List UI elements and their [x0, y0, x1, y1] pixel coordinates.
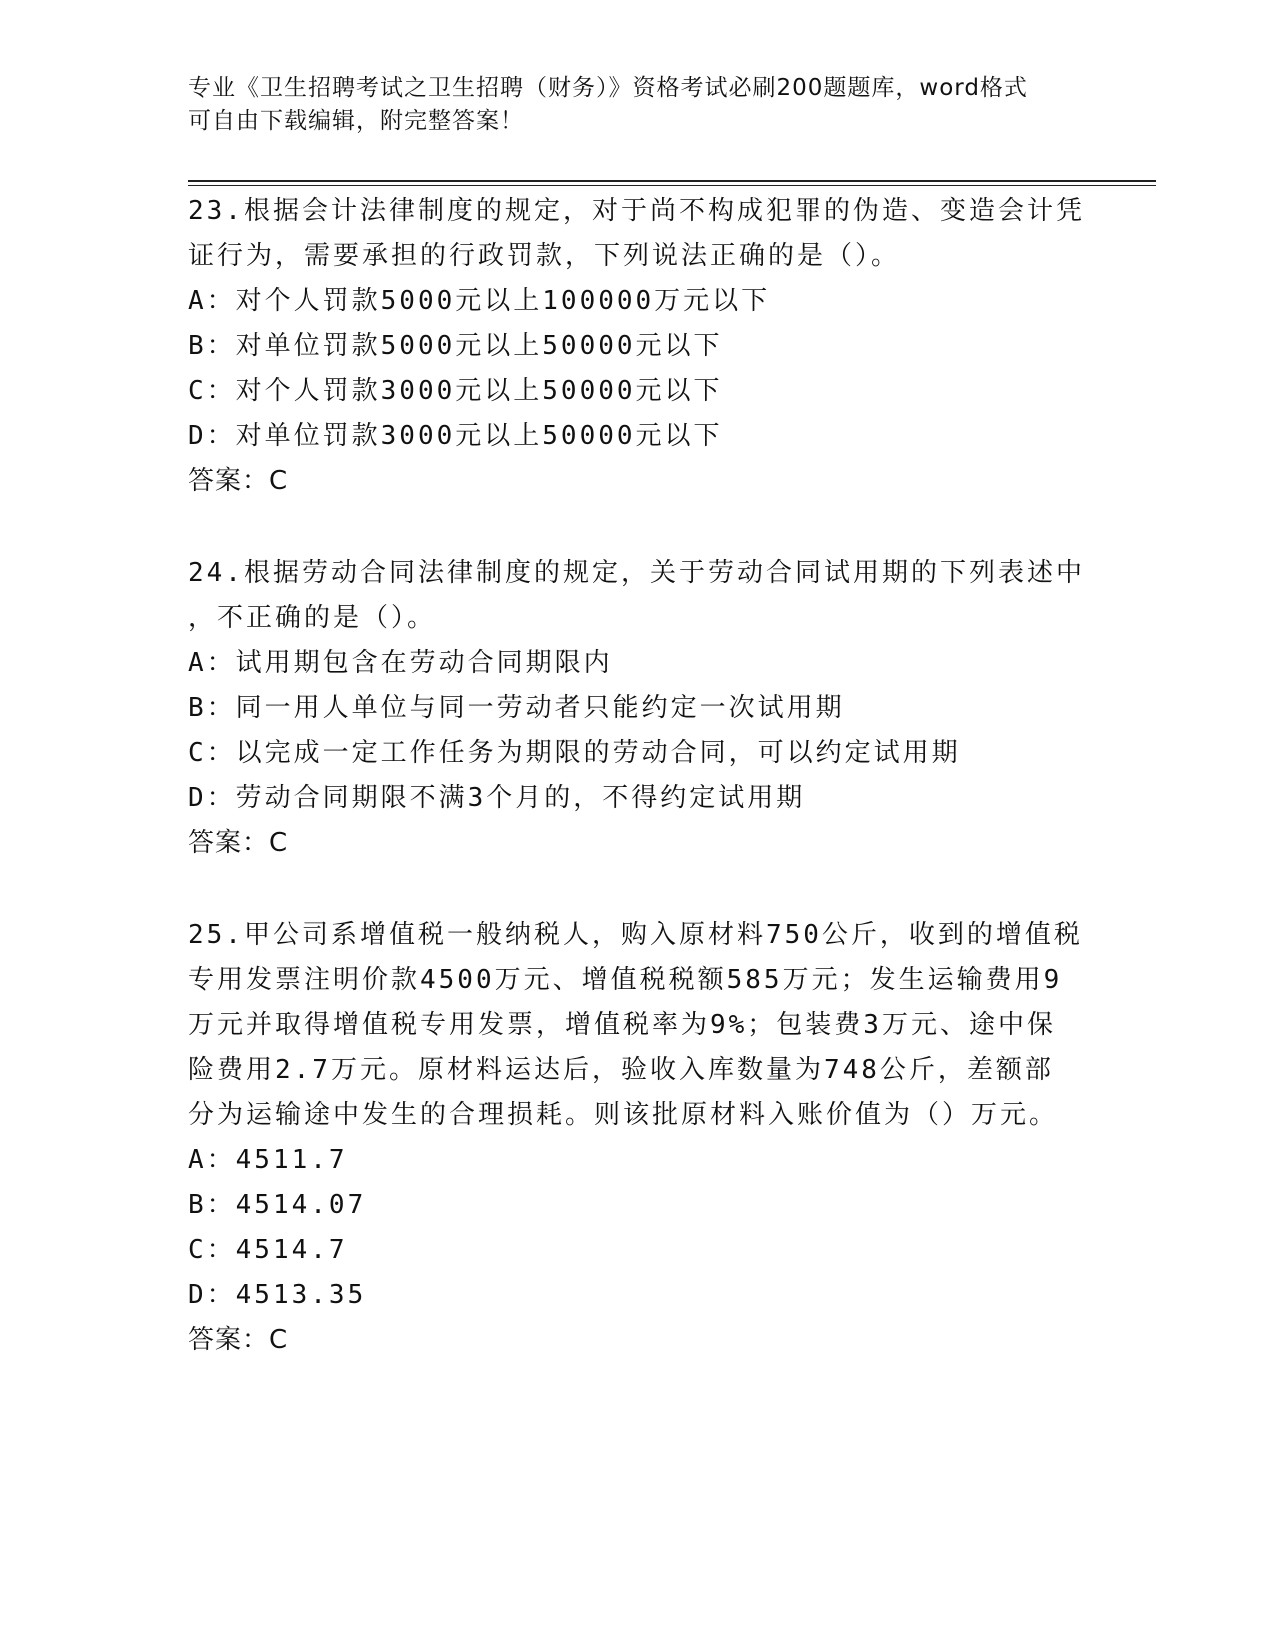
answer-label: 答案：C — [188, 828, 289, 858]
option-d: D：劳动合同期限不满3个月的，不得约定试用期 — [188, 783, 806, 813]
option-c: C：4514.7 — [188, 1235, 348, 1265]
answer-label: 答案：C — [188, 1325, 289, 1355]
header-divider-thick — [188, 180, 1156, 182]
question-25 — [188, 912, 1088, 1363]
stem-line: 24.根据劳动合同法律制度的规定，关于劳动合同试用期的下列表述中 — [188, 558, 1085, 588]
option-a: A：试用期包含在劳动合同期限内 — [188, 648, 613, 678]
option-b: B：同一用人单位与同一劳动者只能约定一次试用期 — [188, 693, 845, 723]
option-c: C：对个人罚款3000元以上50000元以下 — [188, 376, 723, 406]
stem-line: 分为运输途中发生的合理损耗。则该批原材料入账价值为（）万元。 — [188, 1100, 1059, 1130]
header-line-2: 可自由下载编辑，附完整答案！ — [188, 108, 524, 134]
stem-line: 25.甲公司系增值税一般纳税人，购入原材料750公斤，收到的增值税 — [188, 920, 1083, 950]
option-a: A：对个人罚款5000元以上100000万元以下 — [188, 286, 771, 316]
stem-line: 证行为，需要承担的行政罚款，下列说法正确的是（）。 — [188, 241, 901, 271]
question-stem — [188, 188, 1088, 279]
document-header — [188, 72, 1078, 138]
header-divider-thin — [188, 185, 1156, 186]
stem-line: ，不正确的是（）。 — [188, 603, 437, 633]
stem-line: 23.根据会计法律制度的规定，对于尚不构成犯罪的伪造、变造会计凭 — [188, 196, 1085, 226]
option-d: D：4513.35 — [188, 1280, 367, 1310]
option-b: B：4514.07 — [188, 1190, 367, 1220]
answer-label: 答案：C — [188, 466, 289, 496]
stem-line: 万元并取得增值税专用发票，增值税率为9%；包装费3万元、途中保 — [188, 1010, 1056, 1040]
option-c: C：以完成一定工作任务为期限的劳动合同，可以约定试用期 — [188, 738, 961, 768]
question-stem — [188, 912, 1088, 1138]
question-23 — [188, 188, 1088, 504]
question-24 — [188, 550, 1088, 866]
option-d: D：对单位罚款3000元以上50000元以下 — [188, 421, 723, 451]
option-a: A：4511.7 — [188, 1145, 348, 1175]
option-b: B：对单位罚款5000元以上50000元以下 — [188, 331, 723, 361]
question-stem — [188, 550, 1088, 641]
stem-line: 专用发票注明价款4500万元、增值税税额585万元；发生运输费用9 — [188, 965, 1063, 995]
header-line-1: 专业《卫生招聘考试之卫生招聘（财务）》资格考试必刷200题题库，word格式 — [188, 75, 1028, 101]
stem-line: 险费用2.7万元。原材料运达后，验收入库数量为748公斤，差额部 — [188, 1055, 1054, 1085]
question-list — [188, 188, 1088, 1409]
